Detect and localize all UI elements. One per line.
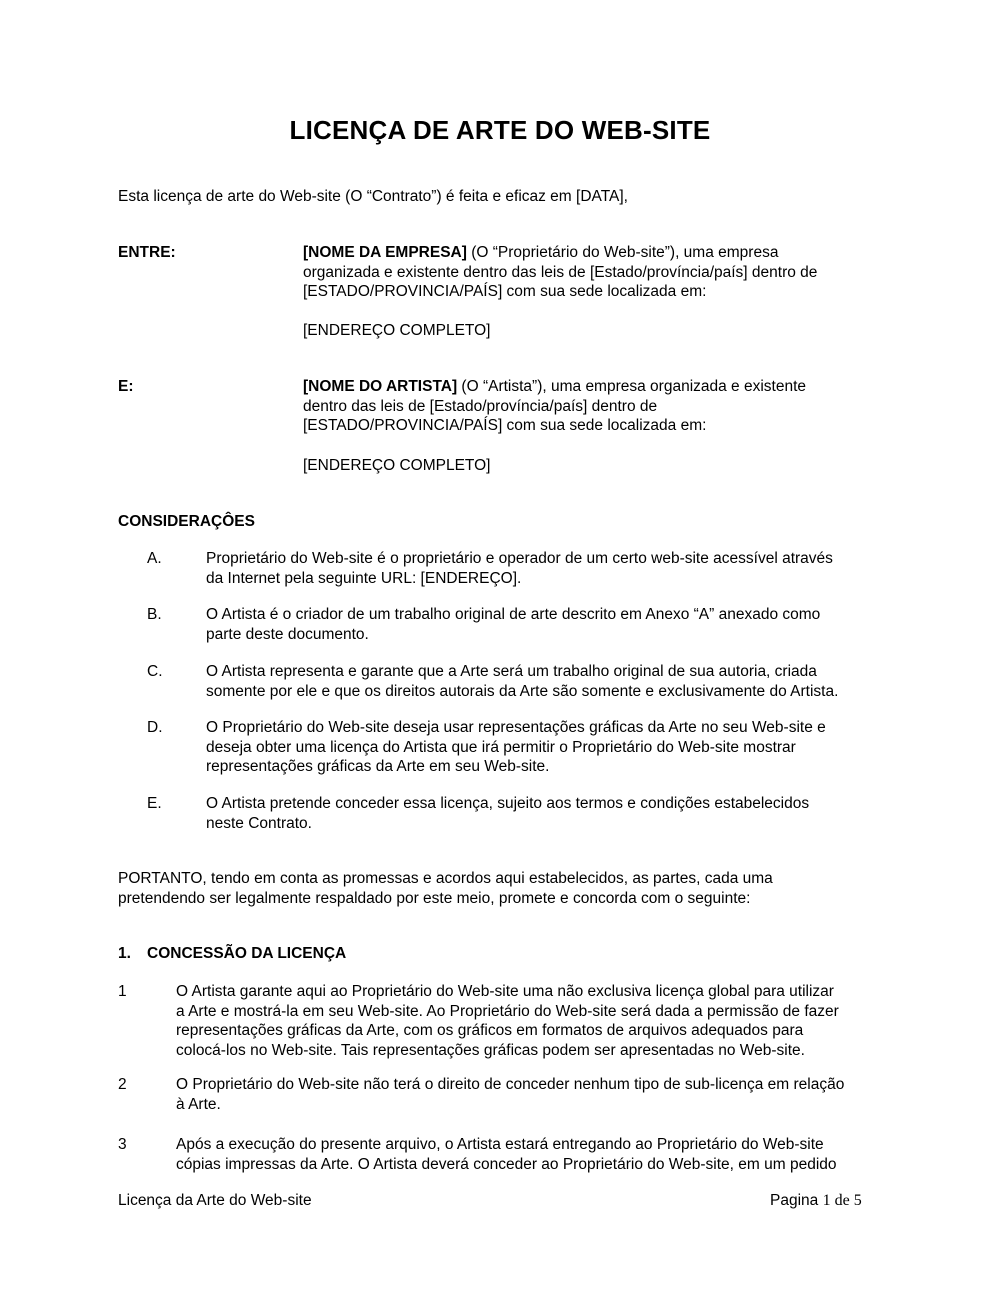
page-total: 5 — [853, 1192, 862, 1209]
clause-text: O Artista garante aqui ao Proprietário do Web-site uma não exclusiva licença global para utilizar — [176, 983, 834, 1000]
clause-text: O Proprietário do Web-site não terá o direito de conceder nenhum tipo de sub-licença em relação — [176, 1076, 845, 1093]
consideration-a — [206, 549, 833, 588]
paragraph-text: pretendendo ser legalmente respaldado por este meio, promete e concorda com o seguinte: — [118, 889, 751, 907]
company-name-placeholder: [NOME DA EMPRESA] — [303, 244, 467, 261]
consideration-text: somente por ele e que os direitos autorais da Arte são somente e exclusivamente do Artista. — [206, 682, 839, 700]
clause-1 — [176, 982, 839, 1060]
party-text: (O “Artista”), uma empresa organizada e existente — [457, 378, 807, 395]
party-text: organizada e existente dentro das leis de [Estado/província/país] dentro de — [303, 263, 818, 281]
clause-text: representações gráficas da Arte, com os gráficos em formatos de arquivos adequados para — [176, 1022, 804, 1039]
section-heading: CONCESSÃO DA LICENÇA — [147, 945, 347, 962]
company-address-placeholder: [ENDEREÇO COMPLETO] — [303, 322, 491, 339]
paragraph-text: PORTANTO, tendo em conta as promessas e acordos aqui estabelecidos, as partes, cada uma — [118, 870, 773, 887]
consideration-text: parte deste documento. — [206, 625, 369, 643]
artist-name-placeholder: [NOME DO ARTISTA] — [303, 378, 458, 395]
consideration-text: O Artista pretende conceder essa licença, sujeito aos termos e condições estabelecidos — [206, 795, 810, 812]
consideration-text: O Proprietário do Web-site deseja usar representações gráficas da Arte no seu Web-site e — [206, 719, 826, 736]
clause-2 — [176, 1075, 844, 1114]
document-title: LICENÇA DE ARTE DO WEB-SITE — [289, 115, 711, 145]
clause-text: a Arte e mostrá-la em seu Web-site. Ao Proprietário do Web-site será dada a permissão de fazer — [176, 1002, 839, 1020]
considerations-heading: CONSIDERAÇÔES — [118, 513, 255, 530]
consideration-text: Proprietário do Web-site é o proprietário e operador de um certo web-site acessível através — [206, 550, 833, 567]
party-text: (O “Proprietário do Web-site”), uma empresa — [466, 244, 779, 261]
party-text: [ESTADO/PROVINCIA/PAÍS] com sua sede localizada em: — [303, 417, 707, 434]
consideration-c — [206, 662, 838, 701]
consideration-marker: A. — [147, 550, 162, 567]
clause-text: Após a execução do presente arquivo, o Artista estará entregando ao Proprietário do Web-site — [176, 1136, 824, 1153]
footer-page-number — [770, 1191, 862, 1211]
page-of: de — [830, 1192, 854, 1209]
party-text: [ESTADO/PROVINCIA/PAÍS] com sua sede localizada em: — [303, 283, 707, 300]
party-label-entre: ENTRE: — [118, 244, 176, 261]
consideration-marker: C. — [147, 663, 163, 680]
consideration-text: da Internet pela seguinte URL: [ENDEREÇO]. — [206, 569, 522, 587]
consideration-e — [206, 794, 809, 833]
consideration-text: representações gráficas da Arte em seu Web-site. — [206, 758, 550, 775]
consideration-b — [206, 605, 820, 644]
consideration-marker: B. — [147, 606, 162, 623]
artist-address-placeholder: [ENDEREÇO COMPLETO] — [303, 457, 491, 474]
clause-text: colocá-los no Web-site. Tais representações gráficas podem ser apresentadas no Web-site. — [176, 1041, 805, 1059]
clause-text: cópias impressas da Arte. O Artista deverá conceder ao Proprietário do Web-site, em um pedido — [176, 1155, 837, 1173]
consideration-text: O Artista representa e garante que a Arte será um trabalho original de sua autoria, criada — [206, 663, 817, 680]
clause-marker: 3 — [118, 1136, 127, 1153]
clause-3 — [176, 1135, 837, 1174]
party-text: dentro das leis de [Estado/província/país] dentro de — [303, 397, 658, 415]
consideration-text: O Artista é o criador de um trabalho original de arte descrito em Anexo “A” anexado como — [206, 606, 821, 623]
party-description-company — [303, 243, 817, 302]
party-label-e: E: — [118, 378, 134, 395]
consideration-text: neste Contrato. — [206, 814, 312, 832]
page-current: 1 — [822, 1192, 831, 1209]
consideration-marker: E. — [147, 795, 162, 812]
section-number: 1. — [118, 945, 131, 962]
clause-text: à Arte. — [176, 1095, 221, 1113]
consideration-d — [206, 718, 826, 777]
consideration-text: deseja obter uma licença do Artista que irá permitir o Proprietário do Web-site mostrar — [206, 738, 796, 756]
footer-document-name: Licença da Arte do Web-site — [118, 1192, 312, 1209]
clause-marker: 1 — [118, 983, 127, 1000]
clause-marker: 2 — [118, 1076, 127, 1093]
party-description-artist — [303, 377, 806, 436]
portanto-paragraph — [118, 869, 773, 908]
consideration-marker: D. — [147, 719, 163, 736]
page-label: Pagina — [770, 1192, 823, 1209]
intro-paragraph: Esta licença de arte do Web-site (O “Contrato”) é feita e eficaz em [DATA], — [118, 188, 628, 205]
